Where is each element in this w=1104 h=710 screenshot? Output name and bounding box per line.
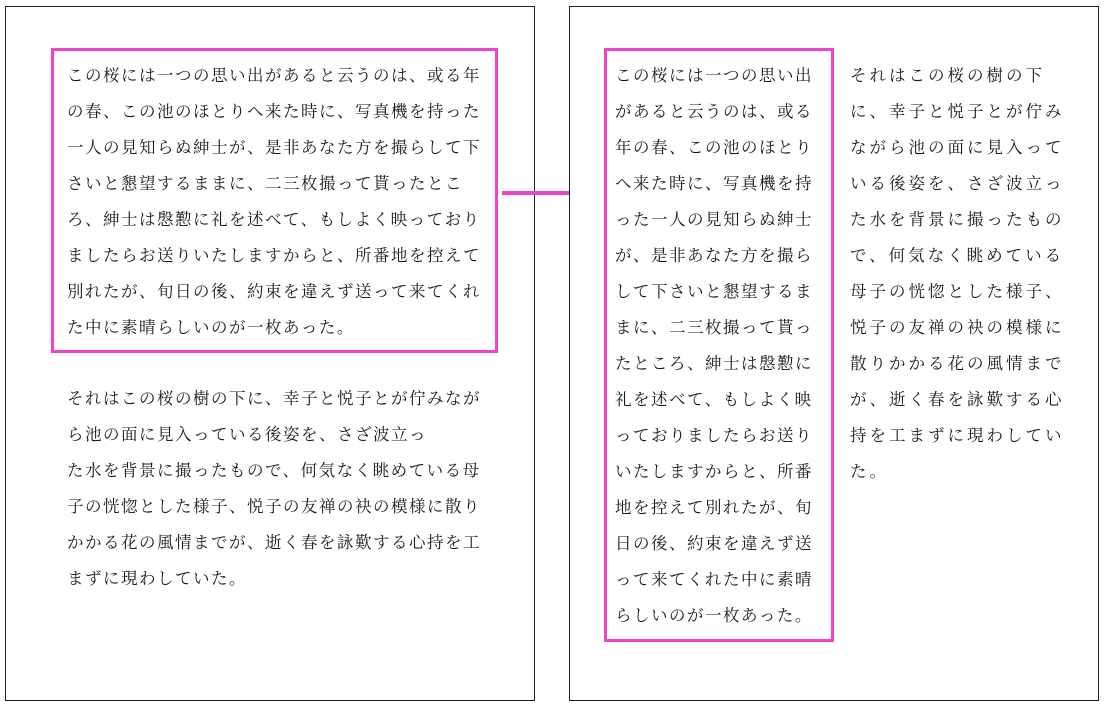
text-line: 地を控えて別れたが、旬 — [615, 498, 813, 517]
text-line: それはこの桜の樹の下 — [850, 66, 1045, 85]
text-line: さいと懇望するままに、二三枚撮って貰ったとこ — [67, 174, 463, 193]
text-line: ましたらお送りいたしますからと、所番地を控えて — [67, 246, 481, 265]
text-line: たところ、紳士は慇懃に — [615, 354, 813, 373]
text-line: それはこの桜の樹の下に、幸子と悦子とが佇みなが — [67, 389, 481, 408]
text-line: 礼を述べて、もしよく映 — [615, 390, 813, 409]
text-line: 年の春、この池のほとり — [615, 138, 813, 157]
text-line: の春、この池のほとりへ来た時に、写真機を持った — [67, 102, 481, 121]
text-line: 子の恍惚とした様子、悦子の友禅の袂の模様に散り — [67, 497, 481, 516]
text-line: かかる花の風情までが、逝く春を詠歎する心持を工 — [67, 533, 481, 552]
text-line: まずに現わしていた。 — [67, 569, 247, 588]
text-line: まに、二三枚撮って貰っ — [615, 318, 813, 337]
text-line: 散りかかる花の風情まで — [850, 354, 1065, 373]
text-line: 日の後、約束を違えず送 — [615, 534, 813, 553]
text-line: に、幸子と悦子とが佇み — [850, 102, 1065, 121]
text-line: た水を背景に撮ったもの — [850, 210, 1065, 229]
text-line: た水を背景に撮ったもので、何気なく眺めている母 — [67, 461, 481, 480]
text-line: 母子の恍惚とした様子、 — [850, 282, 1065, 301]
text-line: ながら池の面に見入って — [850, 138, 1065, 157]
text-line: へ来た時に、写真機を持 — [615, 174, 813, 193]
text-line: が、逝く春を詠歎する心 — [850, 390, 1065, 409]
text-line: 別れたが、旬日の後、約束を違えず送って来てくれ — [67, 282, 481, 301]
text-line: が、是非あなた方を撮ら — [615, 246, 813, 265]
left-second-paragraph — [67, 381, 491, 597]
text-line: ら池の面に見入っている後姿を、さざ波立っ — [67, 425, 427, 444]
text-line: た中に素晴らしいのが一枚あった。 — [67, 318, 355, 337]
text-line: この桜には一つの思い出 — [615, 66, 813, 85]
left-highlighted-paragraph — [67, 58, 491, 346]
text-line: して下さいと懇望するま — [615, 282, 813, 301]
text-line: で、何気なく眺めている — [850, 246, 1065, 265]
text-line: ろ、紳士は慇懃に礼を述べて、もしよく映っており — [67, 210, 481, 229]
text-line: があると云うのは、或る — [615, 102, 813, 121]
right-second-paragraph — [850, 58, 1065, 490]
text-line: 一人の見知らぬ紳士が、是非あなた方を撮らして下 — [67, 138, 481, 157]
left-page — [5, 6, 535, 701]
text-line: た。 — [850, 462, 889, 481]
text-line: 悦子の友禅の袂の模様に — [850, 318, 1065, 337]
text-line: いる後姿を、さざ波立っ — [850, 174, 1065, 193]
text-line: いたしますからと、所番 — [615, 462, 813, 481]
text-line: って来てくれた中に素晴 — [615, 570, 813, 589]
text-line: っておりましたらお送り — [615, 426, 813, 445]
text-line: らしいのが一枚あった。 — [615, 606, 813, 625]
text-line: った一人の見知らぬ紳士 — [615, 210, 813, 229]
right-highlighted-paragraph — [615, 58, 825, 634]
right-page — [569, 6, 1099, 701]
text-line: この桜には一つの思い出があると云うのは、或る年 — [67, 66, 481, 85]
text-line: 持を工まずに現わしてい — [850, 426, 1065, 445]
